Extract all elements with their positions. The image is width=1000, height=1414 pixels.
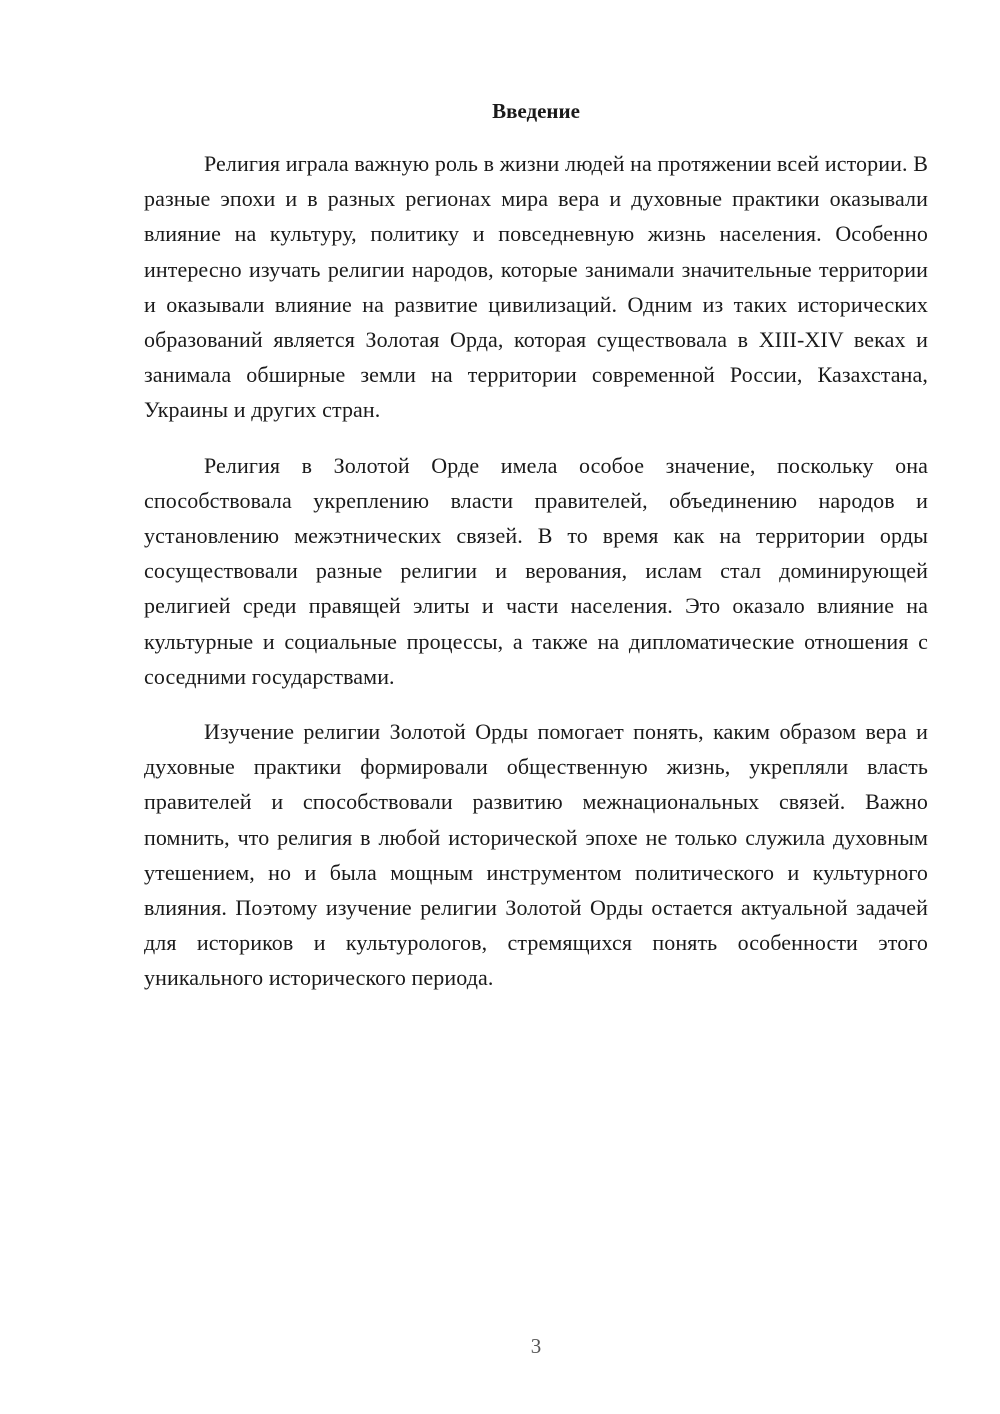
page-content xyxy=(144,96,928,1016)
paragraph-1: Религия играла важную роль в жизни людей на протяжении всей истории. В разные эпохи и в разных регионах мира вера и духовные практики оказывали влияние на культуру, политику и повседневную жизнь населения. Особенно интересно изучать религии народов, которые занимали значительные территории и оказывали влияние на развитие цивилизаций. Одним из таких исторических образований является Золотая Орда, которая существовала в XIII-XIV веках и занимала обширные земли на территории современной России, Казахстана, Украины и других стран. xyxy=(144,151,928,423)
section-title: Введение xyxy=(492,99,580,123)
paragraph-2: Религия в Золотой Орде имела особое значение, поскольку она способствовала укреплению власти правителей, объединению народов и установлению межэтнических связей. В то время как на территории орды сосуществовали разные религии и верования, ислам стал доминирующей религией среди правящей элиты и части населения. Это оказало влияние на культурные и социальные процессы, а также на дипломатические отношения с соседними государствами. xyxy=(144,452,928,689)
paragraph-3: Изучение религии Золотой Орды помогает понять, каким образом вера и духовные практики формировали общественную жизнь, укрепляли власть правителей и способствовали развитию межнациональных связей. Важно помнить, что религия в любой исторической эпохе не только служила духовным утешением, но и была мощным инструментом политического и культурного влияния. Поэтому изучение религии Золотой Орды остается актуальной задачей для историков и культурологов, стремящихся понять особенности этого уникального исторического периода. xyxy=(144,719,928,991)
page-number: 3 xyxy=(530,1334,542,1358)
